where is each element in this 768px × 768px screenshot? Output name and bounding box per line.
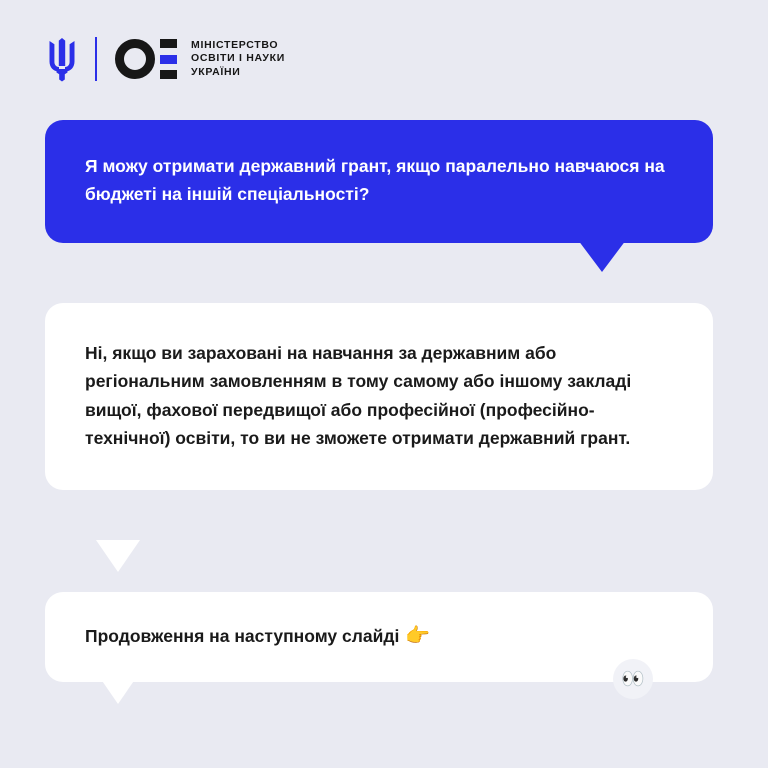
mark-bars xyxy=(160,39,177,79)
logo-divider xyxy=(95,37,97,81)
question-bubble xyxy=(45,120,713,243)
mark-bar-bottom xyxy=(160,70,177,79)
question-text: Я можу отримати державний грант, якщо паралельно навчаюся на бюджеті на іншій спеціальності? xyxy=(85,156,665,205)
continuation-text: Продовження на наступному слайді xyxy=(85,626,400,646)
mark-circle xyxy=(115,39,155,79)
pointing-right-icon: 👉 xyxy=(405,625,431,647)
mark-bar-middle xyxy=(160,55,177,64)
answer-bubble xyxy=(45,303,713,490)
brand-header xyxy=(45,30,285,88)
eyes-badge: 👀 xyxy=(613,659,653,699)
continuation-bubble-tail xyxy=(96,672,140,704)
ministry-line-3: УКРАЇНИ xyxy=(191,65,241,78)
mark-bar-top xyxy=(160,39,177,48)
answer-bubble-tail xyxy=(96,540,140,572)
answer-text: Ні, якщо ви зараховані на навчання за державним або регіональним замовленням в тому самому або іншому закладі вищої, фахової передвищої або професійної (професійно-технічної) освіти, то ви не зможете отримати державний грант. xyxy=(85,343,632,449)
question-bubble-tail xyxy=(578,240,626,272)
ministry-name xyxy=(191,39,285,79)
continuation-bubble xyxy=(45,592,713,682)
continuation-row xyxy=(85,620,673,652)
mon-o-mark-icon xyxy=(115,39,177,79)
ministry-line-1: МІНІСТЕРСТВО xyxy=(191,38,279,51)
ministry-line-2: ОСВІТИ І НАУКИ xyxy=(191,52,286,65)
ukraine-trident-icon xyxy=(45,35,79,83)
